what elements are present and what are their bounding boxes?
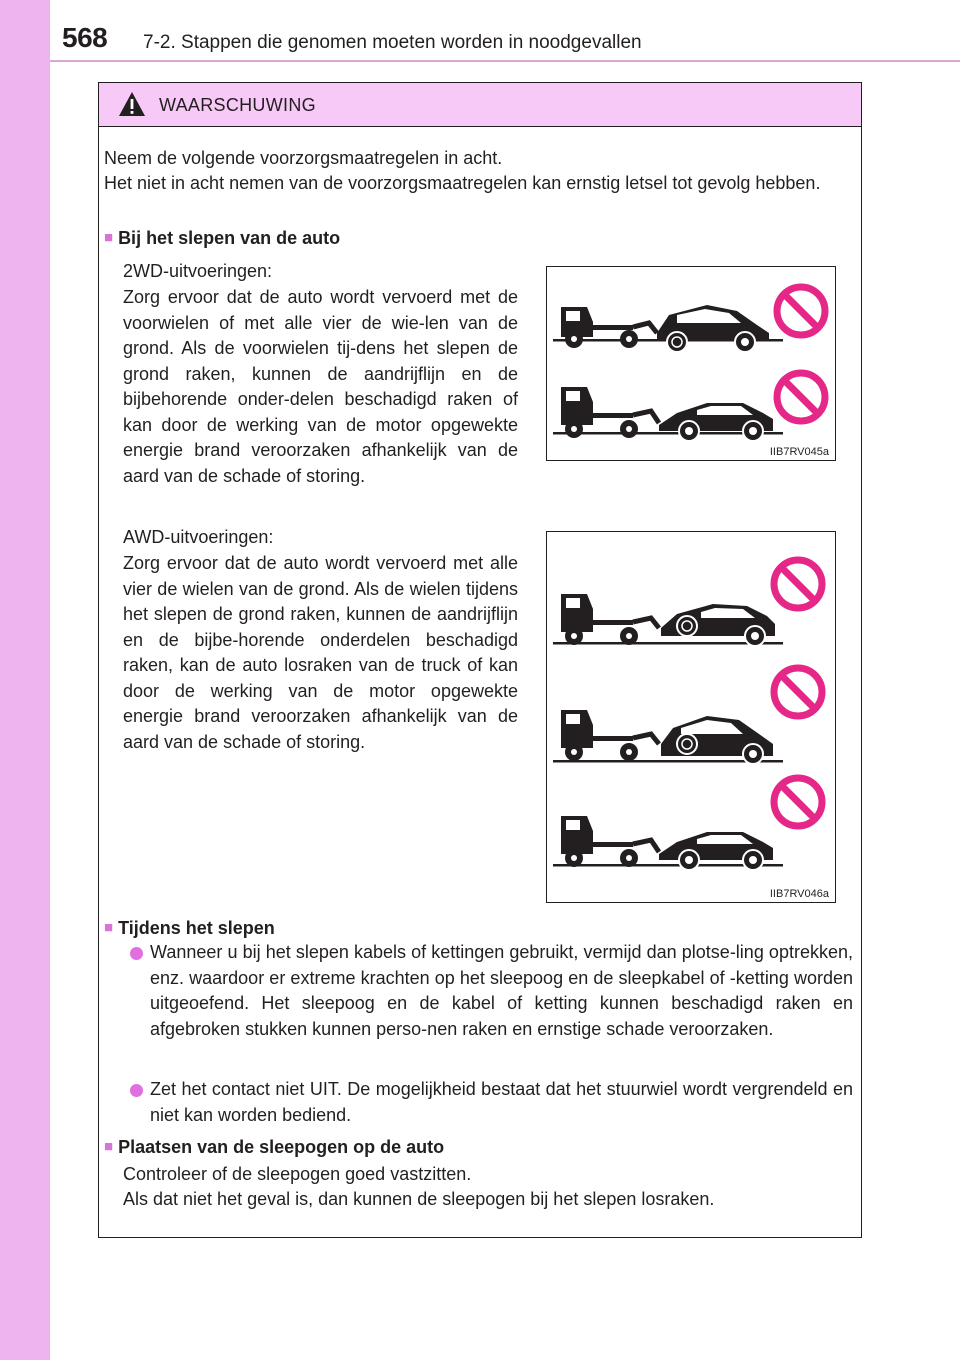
- awd-towing-illustration: [547, 532, 835, 902]
- during-towing-heading: [104, 916, 275, 943]
- header-rule: [50, 60, 960, 62]
- hooks-heading-text: Plaatsen van de sleepogen op de auto: [118, 1137, 445, 1157]
- prohibition-icon-5: [774, 778, 822, 826]
- bullet-dot-icon: [130, 947, 143, 960]
- warning-box: [98, 82, 862, 1238]
- awd-text: Zorg ervoor dat de auto wordt vervoerd met alle vier de wielen van de grond. Als de wielen tijdens het slepen de grond raken, kunnen de aandrijflijn en de bijbe-horende onderdelen beschadigd raken, kan de auto losraken van de truck of kan door de werking van de motor opgewekte energie brand veroorzaken afhankelijk van de aard van de schade of storing.: [123, 553, 518, 752]
- warning-title: WAARSCHUWING: [159, 95, 316, 115]
- page-number: 568: [62, 22, 108, 53]
- truck-front-on-dolly-icon: [553, 710, 783, 764]
- prohibition-icon-2: [777, 373, 825, 421]
- side-band: [0, 0, 50, 1360]
- hooks-heading: [104, 1135, 444, 1162]
- bullet-dot-icon: [130, 1084, 143, 1097]
- truck-front-lifted-icon: [553, 305, 783, 352]
- truck-rear-on-dolly-icon: [553, 594, 783, 646]
- hooks-line-2: Als dat niet het geval is, dan kunnen de sleepogen bij het slepen losraken.: [123, 1189, 715, 1209]
- twd-text: Zorg ervoor dat de auto wordt vervoerd met de voorwielen of met alle vier de wie-len van de grond. Als de voorwielen tij-dens het slepen de grond raken, kunnen de aandrijflijn en de bijbehorende onder-delen beschadigd raken of kan door de werking van de motor opgewekte energie brand veroorzaken afhankelijk van de aard van de schade of storing.: [123, 287, 518, 486]
- prohibition-icon-1: [777, 287, 825, 335]
- towing-heading-text: Bij het slepen van de auto: [118, 228, 341, 248]
- awd-title: AWD-uitvoeringen:: [123, 527, 274, 547]
- twd-figure-code: IIB7RV045a: [769, 446, 829, 458]
- during-bullet-1: Wanneer u bij het slepen kabels of kettingen gebruikt, vermijd dan plotse-ling optrekken, enz. waardoor er extreme krachten op het sleepoog en de sleepkabel of -ketting worden uitgeoefend. Het sleepoog en de kabel of ketting kunnen beschadigd raken en afgebroken stukken kunnen perso-nen raken en ernstige schade veroorzaken.: [150, 942, 853, 1039]
- during-bullet-2: Zet het contact niet UIT. De mogelijkheid bestaat dat het stuurwiel wordt vergrendeld en niet kan worden bediend.: [150, 1079, 853, 1125]
- prohibition-icon-3: [774, 560, 822, 608]
- twd-towing-illustration: [547, 267, 835, 460]
- intro-line-1: Neem de volgende voorzorgsmaatregelen in acht.: [104, 148, 503, 168]
- twd-title: 2WD-uitvoeringen:: [123, 261, 273, 281]
- awd-towing-figure: [546, 531, 836, 903]
- square-bullet-icon: ■: [104, 229, 114, 246]
- section-title: 7-2. Stappen die genomen moeten worden in noodgevallen: [143, 32, 642, 53]
- prohibition-icon-4: [774, 668, 822, 716]
- square-bullet-icon: ■: [104, 919, 114, 936]
- awd-figure-code: IIB7RV046a: [769, 888, 829, 900]
- during-towing-heading-text: Tijdens het slepen: [118, 918, 275, 938]
- twd-towing-figure: [546, 266, 836, 461]
- hooks-line-1: Controleer of de sleepogen goed vastzitten.: [123, 1164, 472, 1184]
- warning-header: [99, 83, 861, 127]
- towing-heading: [104, 226, 340, 253]
- square-bullet-icon: ■: [104, 1138, 114, 1155]
- truck-rear-lifted-icon: [553, 387, 783, 441]
- truck-rear-lifted-icon-2: [553, 816, 783, 870]
- intro-line-2: Het niet in acht nemen van de voorzorgsmaatregelen kan ernstig letsel tot gevolg hebben.: [104, 173, 821, 193]
- warning-triangle-icon: [117, 90, 147, 118]
